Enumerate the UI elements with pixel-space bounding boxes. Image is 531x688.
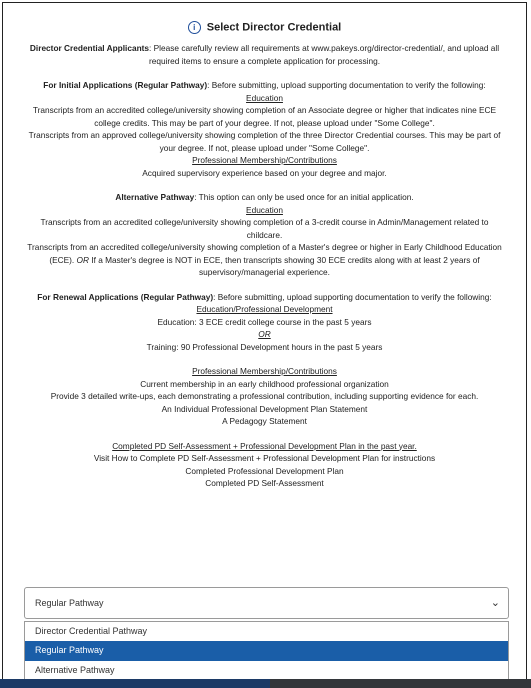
initial-education-2: Transcripts from an approved college/university showing completion of the three Director Credential courses. This may be part of your degree. If not, please upload under "Some College". [28,130,501,153]
initial-paragraph [23,79,506,92]
renewal-or-text: OR [258,329,271,339]
renewal-bold: For Renewal Applications (Regular Pathway) [37,291,214,302]
initial-bold: For Initial Applications (Regular Pathway) [43,80,208,90]
alternative-paragraph [23,191,506,204]
initial-text: : Before submitting, upload supporting documentation to verify the following: [207,80,486,90]
renewal-training-1: Training: 90 Professional Development hours in the past 5 years [146,341,383,352]
initial-membership-1: Acquired supervisory experience based on your degree and major. [142,167,387,178]
info-icon: i [188,21,201,34]
pathway-select-value: Regular Pathway [35,598,104,608]
bottom-bar [0,679,531,688]
renewal-membership-1: Current membership in an early childhood professional organization [140,378,389,389]
requirements-text [23,42,506,490]
renewal-education-1: Education: 3 ECE credit college course in the past 5 years [157,316,372,327]
alternative-or: OR [76,254,89,265]
renewal-paragraph [23,291,506,304]
panel-title-text: Select Director Credential [206,21,342,34]
renewal-membership-4: A Pedagogy Statement [222,416,307,426]
renewal-pd-2: Completed Professional Development Plan [185,465,344,476]
alternative-education-1: Transcripts from an accredited college/university showing completion of a 3-credit course in Admin/Management related to childcare. [40,217,489,240]
option-alternative-pathway[interactable]: Alternative Pathway [35,664,115,675]
alternative-bold: Alternative Pathway [115,192,195,202]
renewal-membership-heading: Professional Membership/Contributions [192,366,337,376]
initial-education-heading: Education [246,92,283,103]
initial-education-1: Transcripts from an accredited college/university showing completion of an Associate degree or higher that indicates nine ECE college credits. This may be part of your degree. If not, please upload under "Some College". [32,105,497,128]
renewal-pd-3: Completed PD Self-Assessment [205,478,324,488]
renewal-or [23,328,506,341]
renewal-pd-1: Visit How to Complete PD Self-Assessment + Professional Development Plan for instructions [93,453,436,463]
bottom-bar-right [270,679,531,688]
option-regular-pathway[interactable]: Regular Pathway [25,641,508,660]
bottom-bar-left [0,679,270,688]
renewal-pd-heading: Completed PD Self-Assessment + Professional Development Plan in the past year. [112,440,417,451]
renewal-membership-2: Provide 3 detailed write-ups, each demonstrating a professional contribution, including supporting evidence for each. [50,391,479,401]
intro-bold: Director Credential Applicants [29,43,150,53]
credential-panel [2,2,527,684]
option-director-credential-pathway[interactable]: Director Credential Pathway [35,626,148,636]
renewal-text: : Before submitting, upload supporting documentation to verify the following: [213,291,492,302]
alternative-education-heading: Education [246,204,283,215]
alternative-text: : This option can only be used once for an initial application. [194,192,414,202]
pathway-select[interactable] [24,587,509,619]
alternative-education-2a: Transcripts from an accredited college/university showing completion of a Master's degree or higher in Early Childhood Education (ECE). [27,242,502,265]
intro-text: : Please carefully review all requirements at www.pakeys.org/director-credential/, and upload all required items to ensure a complete application for processing. [148,43,500,66]
alternative-education-2 [23,241,506,279]
intro-paragraph [23,42,506,67]
initial-membership-heading: Professional Membership/Contributions [192,155,337,165]
renewal-membership-3: An Individual Professional Development Plan Statement [161,403,368,414]
panel-title [3,21,526,34]
chevron-down-icon: ⌄ [490,597,500,609]
renewal-education-heading: Education/Professional Development [196,304,333,314]
alternative-education-2b: If a Master's degree is NOT in ECE, then transcripts showing 30 ECE credits along with at least 2 years of supervisory/managerial experience. [89,254,480,277]
pathway-dropdown-list [24,621,509,681]
